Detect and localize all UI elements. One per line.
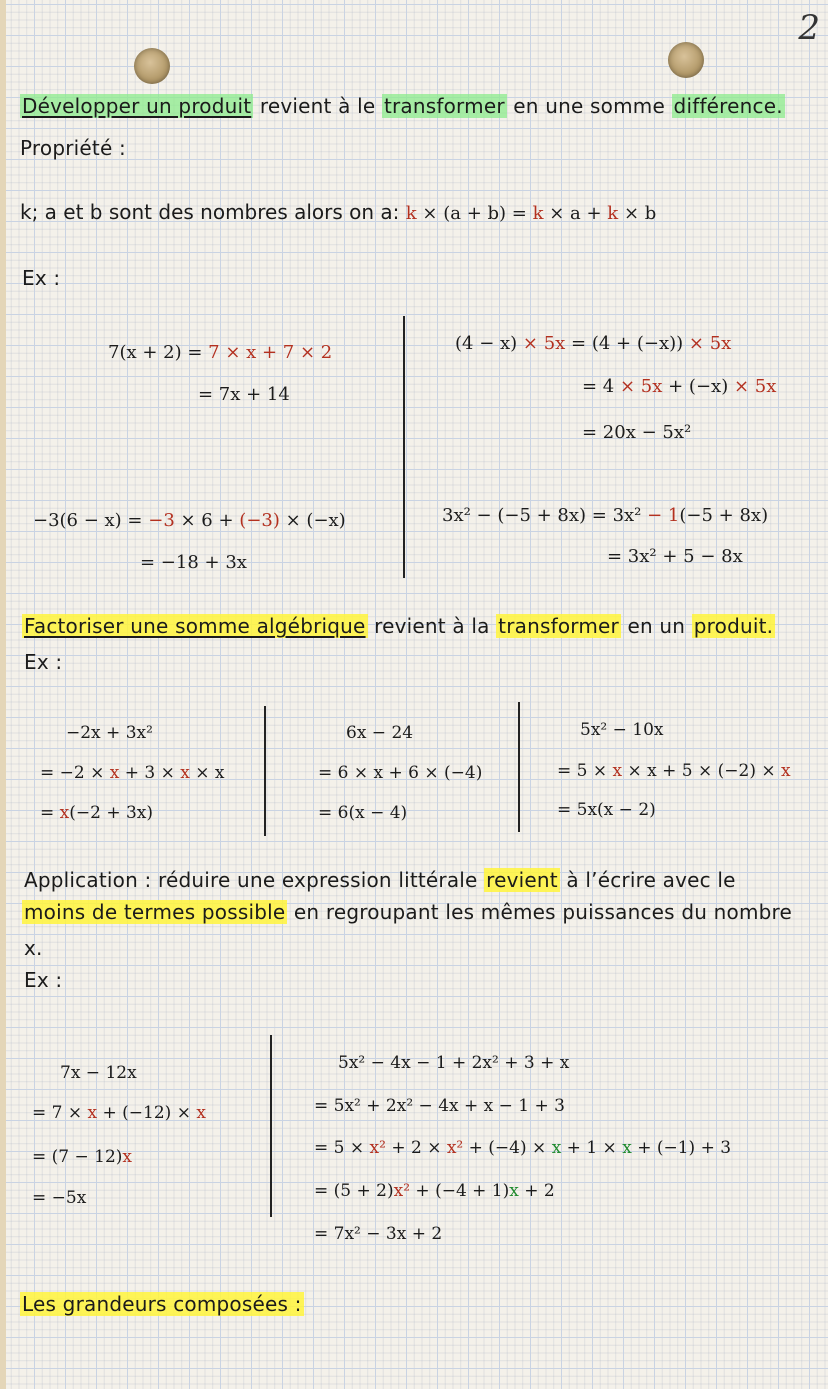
paper-edge — [0, 0, 6, 1389]
factor-text-1: revient à la — [367, 614, 497, 638]
ex4-line1: 3x² − (−5 + 8x) = 3x² − 1(−5 + 8x) — [442, 505, 769, 526]
reduce-left-line4: = −5x — [32, 1188, 87, 1208]
develop-term: Développer un produit — [22, 94, 252, 118]
factor-definition — [22, 614, 775, 638]
ex4-line2: = 3x² + 5 − 8x — [607, 546, 743, 567]
develop-divider — [403, 316, 405, 578]
application-ex-label: Ex : — [24, 968, 63, 992]
reduce-left-line2: = 7 × x + (−12) × x — [32, 1103, 206, 1123]
ex2-line1: (4 − x) × 5x = (4 + (−x)) × 5x — [455, 333, 732, 354]
ex3-line2: = −18 + 3x — [140, 552, 247, 573]
ex1-line2: = 7x + 14 — [198, 384, 290, 405]
develop-word-transform: transformer — [383, 94, 505, 118]
reduce-left-line3: = (7 − 12)x — [32, 1147, 133, 1167]
factor-col2-line1: 6x − 24 — [346, 723, 414, 743]
application-highlight-revient: revient — [486, 868, 558, 892]
reduce-right-line3: = 5 × x² + 2 × x² + (−4) × x + 1 × x + (−1) + 3 — [314, 1138, 732, 1158]
factor-col2-line3: = 6(x − 4) — [318, 803, 408, 823]
ex1-line1: 7(x + 2) = 7 × x + 7 × 2 — [108, 342, 333, 363]
develop-definition — [20, 94, 785, 118]
ex2-line2: = 4 × 5x + (−x) × 5x — [582, 376, 777, 397]
reduce-right-line5: = 7x² − 3x + 2 — [314, 1224, 443, 1244]
reduce-left-line1: 7x − 12x — [60, 1063, 137, 1083]
composed-quantities-title: Les grandeurs composées : — [22, 1292, 302, 1316]
factor-ex-label: Ex : — [24, 650, 63, 674]
factor-divider-2 — [518, 702, 520, 832]
factor-divider-1 — [264, 706, 266, 836]
page-number: 2 — [798, 8, 820, 48]
develop-text-1: revient à le — [253, 94, 382, 118]
factor-col3-line2: = 5 × x × x + 5 × (−2) × x — [557, 761, 791, 781]
develop-ex-label: Ex : — [22, 266, 61, 290]
factor-term: Factoriser une somme algébrique — [24, 614, 366, 638]
distributive-formula: k × (a + b) = k × a + k × b — [405, 203, 657, 224]
property-statement — [20, 200, 656, 224]
factor-text-2: en un — [620, 614, 692, 638]
ex3-line1: −3(6 − x) = −3 × 6 + (−3) × (−x) — [33, 510, 346, 531]
factor-word-product: produit. — [693, 614, 774, 638]
factor-col1-line1: −2x + 3x² — [66, 723, 153, 743]
application-highlight-moins: moins de termes possible — [24, 900, 286, 924]
develop-text-2: en une somme — [506, 94, 672, 118]
reduce-right-line2: = 5x² + 2x² − 4x + x − 1 + 3 — [314, 1096, 565, 1116]
factor-word-transform: transformer — [498, 614, 619, 638]
reduce-right-line4: = (5 + 2)x² + (−4 + 1)x + 2 — [314, 1181, 555, 1201]
factor-col2-line2: = 6 × x + 6 × (−4) — [318, 763, 483, 783]
factor-col1-line3: = x(−2 + 3x) — [40, 803, 154, 823]
application-line1: Application : réduire une expression littérale revient à l’écrire avec le — [24, 868, 736, 892]
factor-col1-line2: = −2 × x + 3 × x × x — [40, 763, 225, 783]
property-text: k; a et b sont des nombres alors on a: — [20, 200, 406, 224]
factor-col3-line1: 5x² − 10x — [580, 720, 664, 740]
property-label: Propriété : — [20, 136, 126, 160]
binder-hole-left — [134, 48, 170, 84]
binder-hole-right — [668, 42, 704, 78]
reduce-right-line1: 5x² − 4x − 1 + 2x² + 3 + x — [338, 1053, 570, 1073]
factor-col3-line3: = 5x(x − 2) — [557, 800, 656, 820]
application-line3: x. — [24, 936, 43, 960]
develop-word-difference: différence. — [673, 94, 783, 118]
ex2-line3: = 20x − 5x² — [582, 422, 692, 443]
reduce-divider — [270, 1035, 272, 1217]
application-line2: moins de termes possible en regroupant les mêmes puissances du nombre — [24, 900, 793, 924]
